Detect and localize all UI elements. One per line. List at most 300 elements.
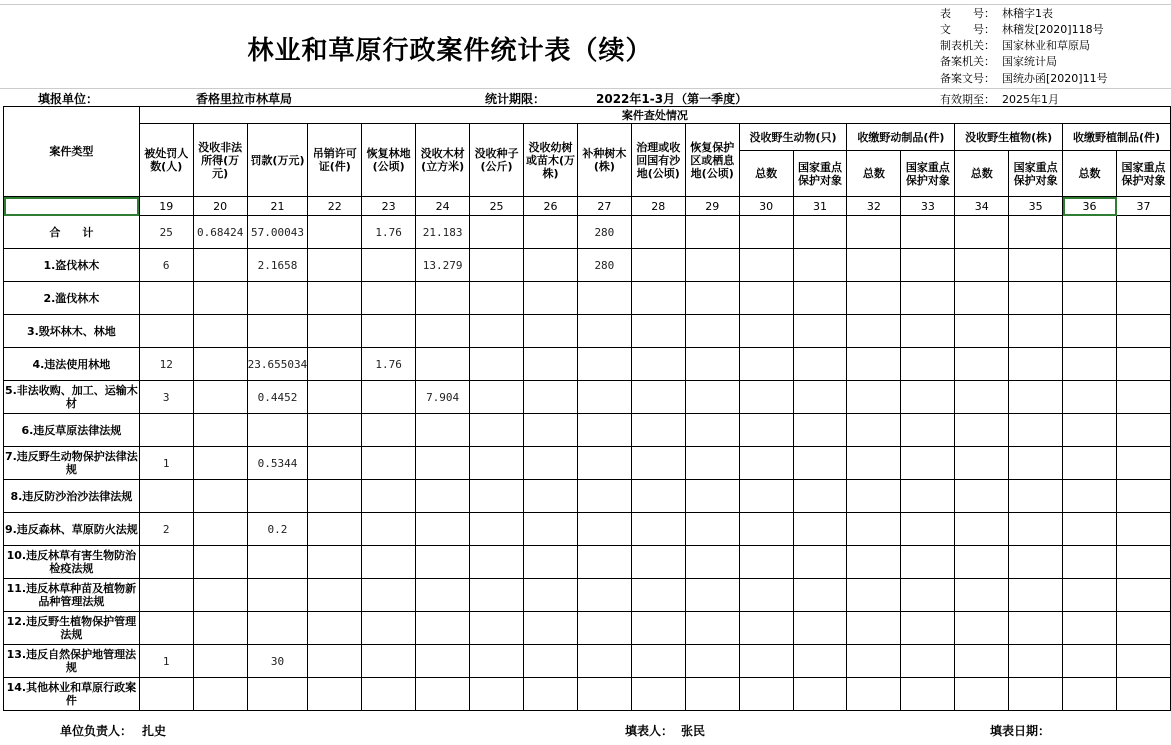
data-cell[interactable] (847, 414, 901, 447)
data-cell[interactable] (685, 546, 739, 579)
row-label[interactable]: 7.违反野生动物保护法律法规 (4, 447, 140, 480)
data-cell[interactable]: 0.5344 (247, 447, 308, 480)
data-cell[interactable] (901, 348, 955, 381)
column-header[interactable]: 恢复林地(公顷) (362, 124, 416, 197)
data-cell[interactable] (955, 513, 1009, 546)
data-cell[interactable] (1063, 513, 1117, 546)
column-header[interactable]: 治理或收回国有沙地(公顷) (631, 124, 685, 197)
data-cell[interactable] (308, 612, 362, 645)
data-cell[interactable]: 13.279 (416, 249, 470, 282)
data-cell[interactable] (524, 579, 578, 612)
data-cell[interactable] (901, 546, 955, 579)
data-cell[interactable] (139, 414, 193, 447)
row-label[interactable]: 8.违反防沙治沙法律法规 (4, 480, 140, 513)
column-number-blank[interactable] (4, 197, 140, 216)
data-cell[interactable] (847, 546, 901, 579)
data-cell[interactable] (577, 480, 631, 513)
data-cell[interactable] (308, 579, 362, 612)
data-cell[interactable] (416, 645, 470, 678)
data-cell[interactable] (1117, 579, 1171, 612)
data-cell[interactable] (1009, 315, 1063, 348)
data-cell[interactable] (685, 612, 739, 645)
data-cell[interactable] (1009, 546, 1063, 579)
data-cell[interactable] (1117, 546, 1171, 579)
column-number[interactable]: 20 (193, 197, 247, 216)
data-cell[interactable] (793, 282, 847, 315)
data-cell[interactable] (847, 348, 901, 381)
column-number[interactable]: 34 (955, 197, 1009, 216)
data-cell[interactable] (793, 579, 847, 612)
data-cell[interactable] (955, 447, 1009, 480)
data-cell[interactable] (631, 216, 685, 249)
data-cell[interactable] (193, 282, 247, 315)
column-group-header[interactable]: 没收野生植物(株) (955, 124, 1063, 151)
row-label[interactable]: 9.违反森林、草原防火法规 (4, 513, 140, 546)
data-cell[interactable] (901, 315, 955, 348)
data-cell[interactable] (847, 216, 901, 249)
data-cell[interactable] (955, 612, 1009, 645)
column-header[interactable]: 恢复保护区或栖息地(公顷) (685, 124, 739, 197)
data-cell[interactable] (308, 513, 362, 546)
data-cell[interactable] (577, 414, 631, 447)
data-cell[interactable] (631, 513, 685, 546)
data-cell[interactable] (685, 480, 739, 513)
column-header[interactable]: 没收种子(公斤) (470, 124, 524, 197)
data-cell[interactable] (416, 513, 470, 546)
data-cell[interactable] (577, 579, 631, 612)
data-cell[interactable] (308, 249, 362, 282)
data-cell[interactable] (847, 282, 901, 315)
data-cell[interactable] (577, 678, 631, 711)
data-cell[interactable] (685, 678, 739, 711)
data-cell[interactable] (685, 282, 739, 315)
row-label[interactable]: 12.违反野生植物保护管理法规 (4, 612, 140, 645)
data-cell[interactable] (685, 381, 739, 414)
data-cell[interactable] (1117, 348, 1171, 381)
data-cell[interactable] (955, 546, 1009, 579)
data-cell[interactable] (362, 315, 416, 348)
column-header[interactable]: 没收非法所得(万元) (193, 124, 247, 197)
subheader-total[interactable]: 总数 (1063, 151, 1117, 197)
subheader-key[interactable]: 国家重点保护对象 (793, 151, 847, 197)
data-cell[interactable] (416, 447, 470, 480)
data-cell[interactable] (955, 579, 1009, 612)
data-cell[interactable] (362, 678, 416, 711)
data-cell[interactable] (1063, 678, 1117, 711)
data-cell[interactable] (470, 678, 524, 711)
data-cell[interactable] (631, 645, 685, 678)
column-number[interactable]: 36 (1063, 197, 1117, 216)
data-cell[interactable] (1117, 678, 1171, 711)
data-cell[interactable] (793, 216, 847, 249)
data-cell[interactable] (193, 612, 247, 645)
data-cell[interactable] (631, 678, 685, 711)
data-cell[interactable] (1009, 645, 1063, 678)
data-cell[interactable] (739, 579, 793, 612)
data-cell[interactable] (739, 480, 793, 513)
data-cell[interactable] (1009, 612, 1063, 645)
data-cell[interactable] (631, 381, 685, 414)
data-cell[interactable] (362, 447, 416, 480)
data-cell[interactable] (524, 315, 578, 348)
data-cell[interactable] (362, 579, 416, 612)
data-cell[interactable]: 1.76 (362, 216, 416, 249)
data-cell[interactable] (955, 348, 1009, 381)
data-cell[interactable] (901, 414, 955, 447)
column-number[interactable]: 28 (631, 197, 685, 216)
data-cell[interactable]: 280 (577, 249, 631, 282)
data-cell[interactable] (739, 612, 793, 645)
data-cell[interactable] (577, 612, 631, 645)
data-cell[interactable] (739, 414, 793, 447)
column-number[interactable]: 31 (793, 197, 847, 216)
data-cell[interactable] (470, 579, 524, 612)
data-cell[interactable] (362, 414, 416, 447)
data-cell[interactable] (139, 678, 193, 711)
data-cell[interactable] (1009, 513, 1063, 546)
data-cell[interactable] (739, 249, 793, 282)
column-number[interactable]: 23 (362, 197, 416, 216)
data-cell[interactable]: 0.2 (247, 513, 308, 546)
row-label[interactable]: 3.毁坏林木、林地 (4, 315, 140, 348)
data-cell[interactable] (416, 678, 470, 711)
data-cell[interactable] (193, 645, 247, 678)
data-cell[interactable] (247, 282, 308, 315)
data-cell[interactable] (793, 315, 847, 348)
data-cell[interactable] (685, 348, 739, 381)
subheader-total[interactable]: 总数 (955, 151, 1009, 197)
data-cell[interactable] (416, 414, 470, 447)
column-number[interactable]: 37 (1117, 197, 1171, 216)
data-cell[interactable] (524, 513, 578, 546)
data-cell[interactable] (193, 348, 247, 381)
data-cell[interactable] (139, 546, 193, 579)
data-cell[interactable] (793, 480, 847, 513)
data-cell[interactable] (1009, 579, 1063, 612)
data-cell[interactable] (470, 414, 524, 447)
data-cell[interactable] (631, 579, 685, 612)
data-cell[interactable] (631, 348, 685, 381)
data-cell[interactable] (1063, 414, 1117, 447)
data-cell[interactable]: 0.68424 (193, 216, 247, 249)
data-cell[interactable] (901, 645, 955, 678)
data-cell[interactable] (847, 612, 901, 645)
row-label[interactable]: 1.盗伐林木 (4, 249, 140, 282)
data-cell[interactable]: 1 (139, 447, 193, 480)
data-cell[interactable] (308, 414, 362, 447)
data-cell[interactable] (901, 480, 955, 513)
data-cell[interactable] (739, 381, 793, 414)
data-cell[interactable] (308, 216, 362, 249)
data-cell[interactable] (524, 348, 578, 381)
data-cell[interactable] (631, 249, 685, 282)
data-cell[interactable] (577, 315, 631, 348)
column-number[interactable]: 21 (247, 197, 308, 216)
data-cell[interactable]: 57.00043 (247, 216, 308, 249)
data-cell[interactable] (793, 678, 847, 711)
data-cell[interactable] (470, 546, 524, 579)
data-cell[interactable] (247, 315, 308, 348)
data-cell[interactable] (793, 645, 847, 678)
data-cell[interactable] (577, 513, 631, 546)
data-cell[interactable] (847, 579, 901, 612)
data-cell[interactable] (524, 546, 578, 579)
data-cell[interactable] (362, 249, 416, 282)
data-cell[interactable] (793, 546, 847, 579)
data-cell[interactable] (1009, 447, 1063, 480)
data-cell[interactable] (631, 447, 685, 480)
data-cell[interactable] (193, 579, 247, 612)
data-cell[interactable] (416, 348, 470, 381)
data-cell[interactable] (1063, 249, 1117, 282)
data-cell[interactable] (193, 249, 247, 282)
data-cell[interactable] (470, 447, 524, 480)
subheader-total[interactable]: 总数 (739, 151, 793, 197)
column-number[interactable]: 35 (1009, 197, 1063, 216)
data-cell[interactable] (1117, 216, 1171, 249)
data-cell[interactable]: 12 (139, 348, 193, 381)
data-cell[interactable] (685, 447, 739, 480)
data-cell[interactable] (631, 315, 685, 348)
data-cell[interactable] (524, 216, 578, 249)
data-cell[interactable] (739, 546, 793, 579)
column-number[interactable]: 26 (524, 197, 578, 216)
row-label[interactable]: 11.违反林草种苗及植物新品种管理法规 (4, 579, 140, 612)
data-cell[interactable] (1063, 348, 1117, 381)
data-cell[interactable] (955, 480, 1009, 513)
column-number[interactable]: 19 (139, 197, 193, 216)
data-cell[interactable] (1117, 414, 1171, 447)
data-cell[interactable] (139, 282, 193, 315)
data-cell[interactable] (631, 414, 685, 447)
data-cell[interactable] (139, 579, 193, 612)
data-cell[interactable] (362, 645, 416, 678)
column-header[interactable]: 被处罚人数(人) (139, 124, 193, 197)
data-cell[interactable] (1009, 678, 1063, 711)
data-cell[interactable] (139, 315, 193, 348)
data-cell[interactable] (416, 579, 470, 612)
column-header[interactable]: 吊销许可证(件) (308, 124, 362, 197)
data-cell[interactable]: 2 (139, 513, 193, 546)
data-cell[interactable] (193, 315, 247, 348)
data-cell[interactable] (524, 414, 578, 447)
column-header[interactable]: 没收幼树或苗木(万株) (524, 124, 578, 197)
data-cell[interactable] (901, 282, 955, 315)
data-cell[interactable] (631, 612, 685, 645)
row-label[interactable]: 14.其他林业和草原行政案件 (4, 678, 140, 711)
subheader-key[interactable]: 国家重点保护对象 (1009, 151, 1063, 197)
data-cell[interactable] (955, 381, 1009, 414)
data-cell[interactable] (685, 579, 739, 612)
data-cell[interactable] (1009, 216, 1063, 249)
data-cell[interactable] (470, 282, 524, 315)
subheader-total[interactable]: 总数 (847, 151, 901, 197)
data-cell[interactable]: 280 (577, 216, 631, 249)
data-cell[interactable] (685, 216, 739, 249)
data-cell[interactable] (524, 645, 578, 678)
data-cell[interactable] (685, 513, 739, 546)
data-cell[interactable] (793, 612, 847, 645)
data-cell[interactable] (416, 612, 470, 645)
row-label[interactable]: 10.违反林草有害生物防治检疫法规 (4, 546, 140, 579)
data-cell[interactable] (847, 678, 901, 711)
data-cell[interactable] (1117, 315, 1171, 348)
data-cell[interactable] (739, 282, 793, 315)
data-cell[interactable]: 1 (139, 645, 193, 678)
data-cell[interactable] (793, 414, 847, 447)
column-header[interactable]: 没收木材(立方米) (416, 124, 470, 197)
data-cell[interactable] (1009, 348, 1063, 381)
column-header[interactable]: 罚款(万元) (247, 124, 308, 197)
data-cell[interactable] (955, 315, 1009, 348)
data-cell[interactable] (901, 381, 955, 414)
data-cell[interactable] (1117, 447, 1171, 480)
data-cell[interactable] (1117, 282, 1171, 315)
subheader-key[interactable]: 国家重点保护对象 (901, 151, 955, 197)
data-cell[interactable] (416, 546, 470, 579)
data-cell[interactable] (901, 249, 955, 282)
row-label[interactable]: 2.滥伐林木 (4, 282, 140, 315)
data-cell[interactable] (470, 480, 524, 513)
column-number[interactable]: 24 (416, 197, 470, 216)
data-cell[interactable] (193, 381, 247, 414)
data-cell[interactable] (193, 447, 247, 480)
data-cell[interactable] (308, 546, 362, 579)
column-header[interactable]: 补种树木(株) (577, 124, 631, 197)
data-cell[interactable] (577, 381, 631, 414)
data-cell[interactable] (362, 612, 416, 645)
data-cell[interactable] (193, 513, 247, 546)
data-cell[interactable] (1117, 249, 1171, 282)
data-cell[interactable] (524, 678, 578, 711)
column-number[interactable]: 25 (470, 197, 524, 216)
data-cell[interactable] (901, 579, 955, 612)
column-number[interactable]: 22 (308, 197, 362, 216)
data-cell[interactable] (1063, 282, 1117, 315)
data-cell[interactable] (416, 282, 470, 315)
data-cell[interactable] (739, 216, 793, 249)
data-cell[interactable] (955, 414, 1009, 447)
header-case-type[interactable]: 案件类型 (4, 107, 140, 197)
data-cell[interactable]: 6 (139, 249, 193, 282)
data-cell[interactable] (1009, 480, 1063, 513)
data-cell[interactable] (308, 348, 362, 381)
data-cell[interactable]: 7.904 (416, 381, 470, 414)
data-cell[interactable]: 3 (139, 381, 193, 414)
data-cell[interactable] (739, 315, 793, 348)
column-number[interactable]: 29 (685, 197, 739, 216)
data-cell[interactable] (416, 480, 470, 513)
data-cell[interactable] (739, 513, 793, 546)
data-cell[interactable] (793, 381, 847, 414)
column-group-header[interactable]: 没收野生动物(只) (739, 124, 847, 151)
column-group-header[interactable]: 收缴野植制品(件) (1063, 124, 1171, 151)
data-cell[interactable] (470, 348, 524, 381)
data-cell[interactable] (470, 315, 524, 348)
data-cell[interactable] (847, 645, 901, 678)
column-number[interactable]: 30 (739, 197, 793, 216)
data-cell[interactable] (1063, 315, 1117, 348)
data-cell[interactable] (793, 348, 847, 381)
data-cell[interactable] (577, 645, 631, 678)
data-cell[interactable] (577, 447, 631, 480)
data-cell[interactable] (793, 513, 847, 546)
data-cell[interactable] (193, 414, 247, 447)
data-cell[interactable] (193, 480, 247, 513)
data-cell[interactable] (524, 447, 578, 480)
data-cell[interactable] (308, 480, 362, 513)
data-cell[interactable] (739, 678, 793, 711)
data-cell[interactable] (901, 513, 955, 546)
data-cell[interactable] (847, 249, 901, 282)
data-cell[interactable] (847, 513, 901, 546)
data-cell[interactable] (362, 513, 416, 546)
data-cell[interactable] (308, 447, 362, 480)
data-cell[interactable] (577, 282, 631, 315)
data-cell[interactable] (308, 381, 362, 414)
data-cell[interactable] (955, 249, 1009, 282)
header-group[interactable]: 案件查处情况 (139, 107, 1170, 124)
data-cell[interactable] (955, 216, 1009, 249)
data-cell[interactable] (1063, 579, 1117, 612)
data-cell[interactable] (739, 645, 793, 678)
row-label[interactable]: 4.违法使用林地 (4, 348, 140, 381)
data-cell[interactable]: 21.183 (416, 216, 470, 249)
data-cell[interactable] (1117, 381, 1171, 414)
data-cell[interactable] (1009, 249, 1063, 282)
data-cell[interactable] (308, 315, 362, 348)
data-cell[interactable] (901, 447, 955, 480)
data-cell[interactable] (685, 414, 739, 447)
data-cell[interactable] (139, 480, 193, 513)
data-cell[interactable] (793, 447, 847, 480)
data-cell[interactable] (362, 282, 416, 315)
data-cell[interactable] (193, 678, 247, 711)
column-number[interactable]: 33 (901, 197, 955, 216)
data-cell[interactable] (901, 216, 955, 249)
data-cell[interactable] (1063, 480, 1117, 513)
data-cell[interactable] (1117, 480, 1171, 513)
row-label[interactable]: 合 计 (4, 216, 140, 249)
data-cell[interactable] (1117, 645, 1171, 678)
column-group-header[interactable]: 收缴野动制品(件) (847, 124, 955, 151)
data-cell[interactable] (247, 579, 308, 612)
data-cell[interactable]: 30 (247, 645, 308, 678)
data-cell[interactable]: 0.4452 (247, 381, 308, 414)
data-cell[interactable] (470, 381, 524, 414)
data-cell[interactable] (362, 381, 416, 414)
data-cell[interactable] (308, 282, 362, 315)
data-cell[interactable] (631, 282, 685, 315)
data-cell[interactable] (247, 612, 308, 645)
data-cell[interactable] (631, 480, 685, 513)
data-cell[interactable] (524, 480, 578, 513)
data-cell[interactable]: 2.1658 (247, 249, 308, 282)
column-number[interactable]: 27 (577, 197, 631, 216)
data-cell[interactable] (793, 249, 847, 282)
data-cell[interactable] (1117, 513, 1171, 546)
data-cell[interactable] (1063, 381, 1117, 414)
data-cell[interactable]: 1.76 (362, 348, 416, 381)
data-cell[interactable] (470, 513, 524, 546)
data-cell[interactable] (247, 480, 308, 513)
data-cell[interactable] (1117, 612, 1171, 645)
data-cell[interactable] (362, 480, 416, 513)
data-cell[interactable]: 25 (139, 216, 193, 249)
data-cell[interactable] (631, 546, 685, 579)
data-cell[interactable] (247, 414, 308, 447)
data-cell[interactable] (847, 447, 901, 480)
